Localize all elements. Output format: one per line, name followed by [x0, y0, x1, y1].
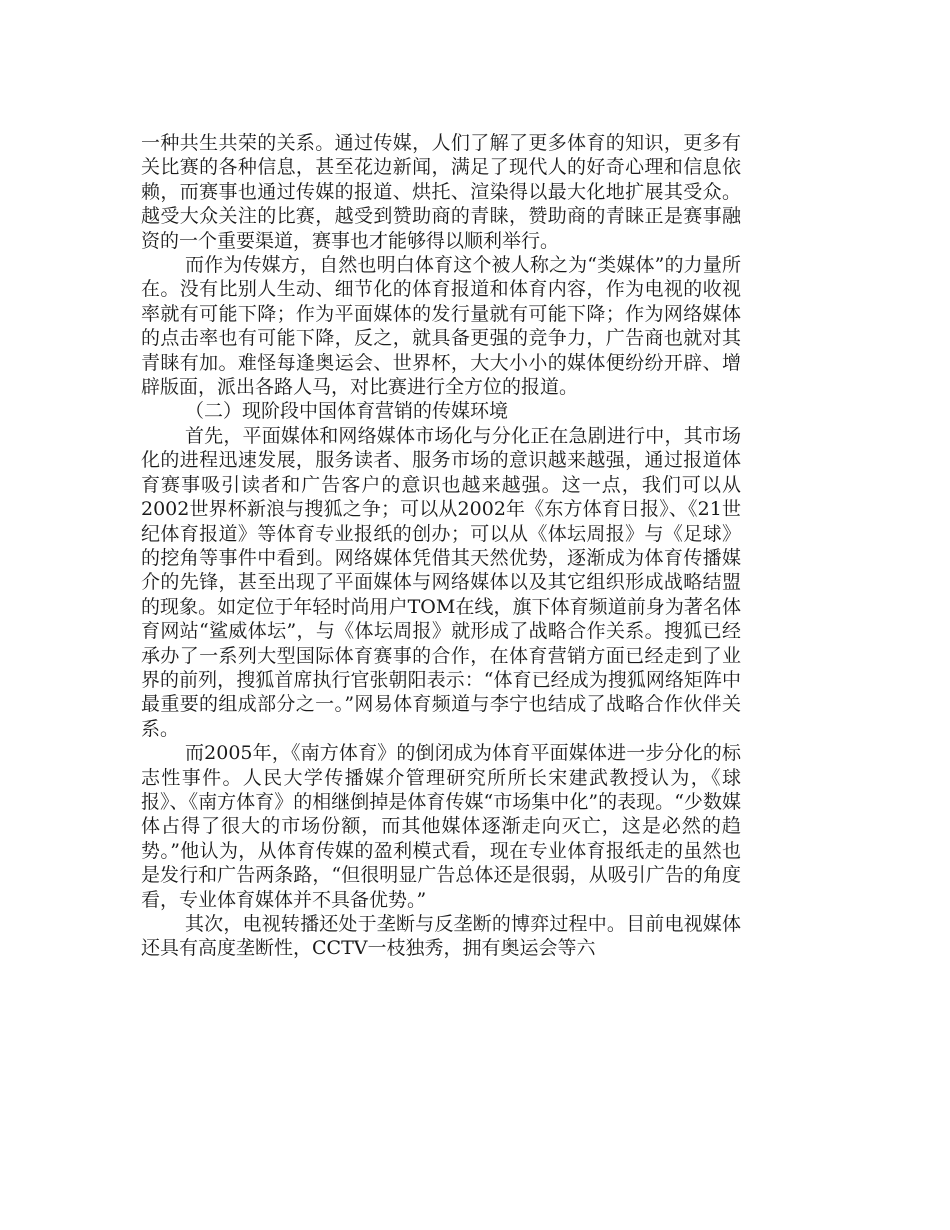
paragraph: 首先，平面媒体和网络媒体市场化与分化正在急剧进行中，其市场化的进程迅速发展，服务读者、服务市场的意识越来越强，通过报道体育赛事吸引读者和广告客户的意识也越来越强。这一点，我们可以从2002世界杯新浪与搜狐之争；可以从2002年《东方体育日报》、《21世纪体育报道》等体育专业报纸的创办；可以从《体坛周报》与《足球》的挖角等事件中看到。网络媒体凭借其天然优势，逐渐成为体育传播媒介的先锋，甚至出现了平面媒体与网络媒体以及其它组织形成战略结盟的现象。如定位于年轻时尚用户TOM在线，旗下体育频道前身为著名体育网站“鲨威体坛”，与《体坛周报》就形成了战略合作关系。搜狐已经承办了一系列大型国际体育赛事的合作，在体育营销方面已经走到了业界的前列，搜狐首席执行官张朝阳表示：“体育已经成为搜狐网络矩阵中最重要的组成部分之一。”网易体育频道与李宁也结成了战略合作伙伴关系。 — [141, 424, 741, 740]
document-body — [141, 131, 741, 961]
section-heading: （二）现阶段中国体育营销的传媒环境 — [185, 400, 509, 423]
paragraph: 而2005年，《南方体育》的倒闭成为体育平面媒体进一步分化的标志性事件。人民大学传播媒介管理研究所所长宋建武教授认为，《球报》、《南方体育》的相继倒掉是体育传媒“市场集中化”的表现。“少数媒体占得了很大的市场份额，而其他媒体逐渐走向灭亡，这是必然的趋势。”他认为，从体育传媒的盈利模式看，现在专业体育报纸走的虽然也是发行和广告两条路，“但很明显广告总体还是很弱，从吸引广告的角度看，专业体育媒体并不具备优势。” — [141, 742, 741, 911]
paragraph: 而作为传媒方，自然也明白体育这个被人称之为“类媒体”的力量所在。没有比别人生动、细节化的体育报道和体育内容，作为电视的收视率就有可能下降；作为平面媒体的发行量就有可能下降；作为网络媒体的点击率也有可能下降，反之，就具备更强的竞争力，广告商也就对其青睐有加。难怪每逢奥运会、世界杯，大大小小的媒体便纷纷开辟、增辟版面，派出各路人马，对比赛进行全方位的报道。 — [141, 254, 741, 399]
paragraph: 一种共生共荣的关系。通过传媒，人们了解了更多体育的知识，更多有关比赛的各种信息，甚至花边新闻，满足了现代人的好奇心理和信息依赖，而赛事也通过传媒的报道、烘托、渲染得以最大化地扩展其受众。越受大众关注的比赛，越受到赞助商的青睐，赞助商的青睐正是赛事融资的一个重要渠道，赛事也才能够得以顺利举行。 — [141, 132, 741, 252]
paragraph: 其次，电视转播还处于垄断与反垄断的博弈过程中。目前电视媒体还具有高度垄断性，CCTV一枝独秀，拥有奥运会等六 — [141, 913, 741, 960]
